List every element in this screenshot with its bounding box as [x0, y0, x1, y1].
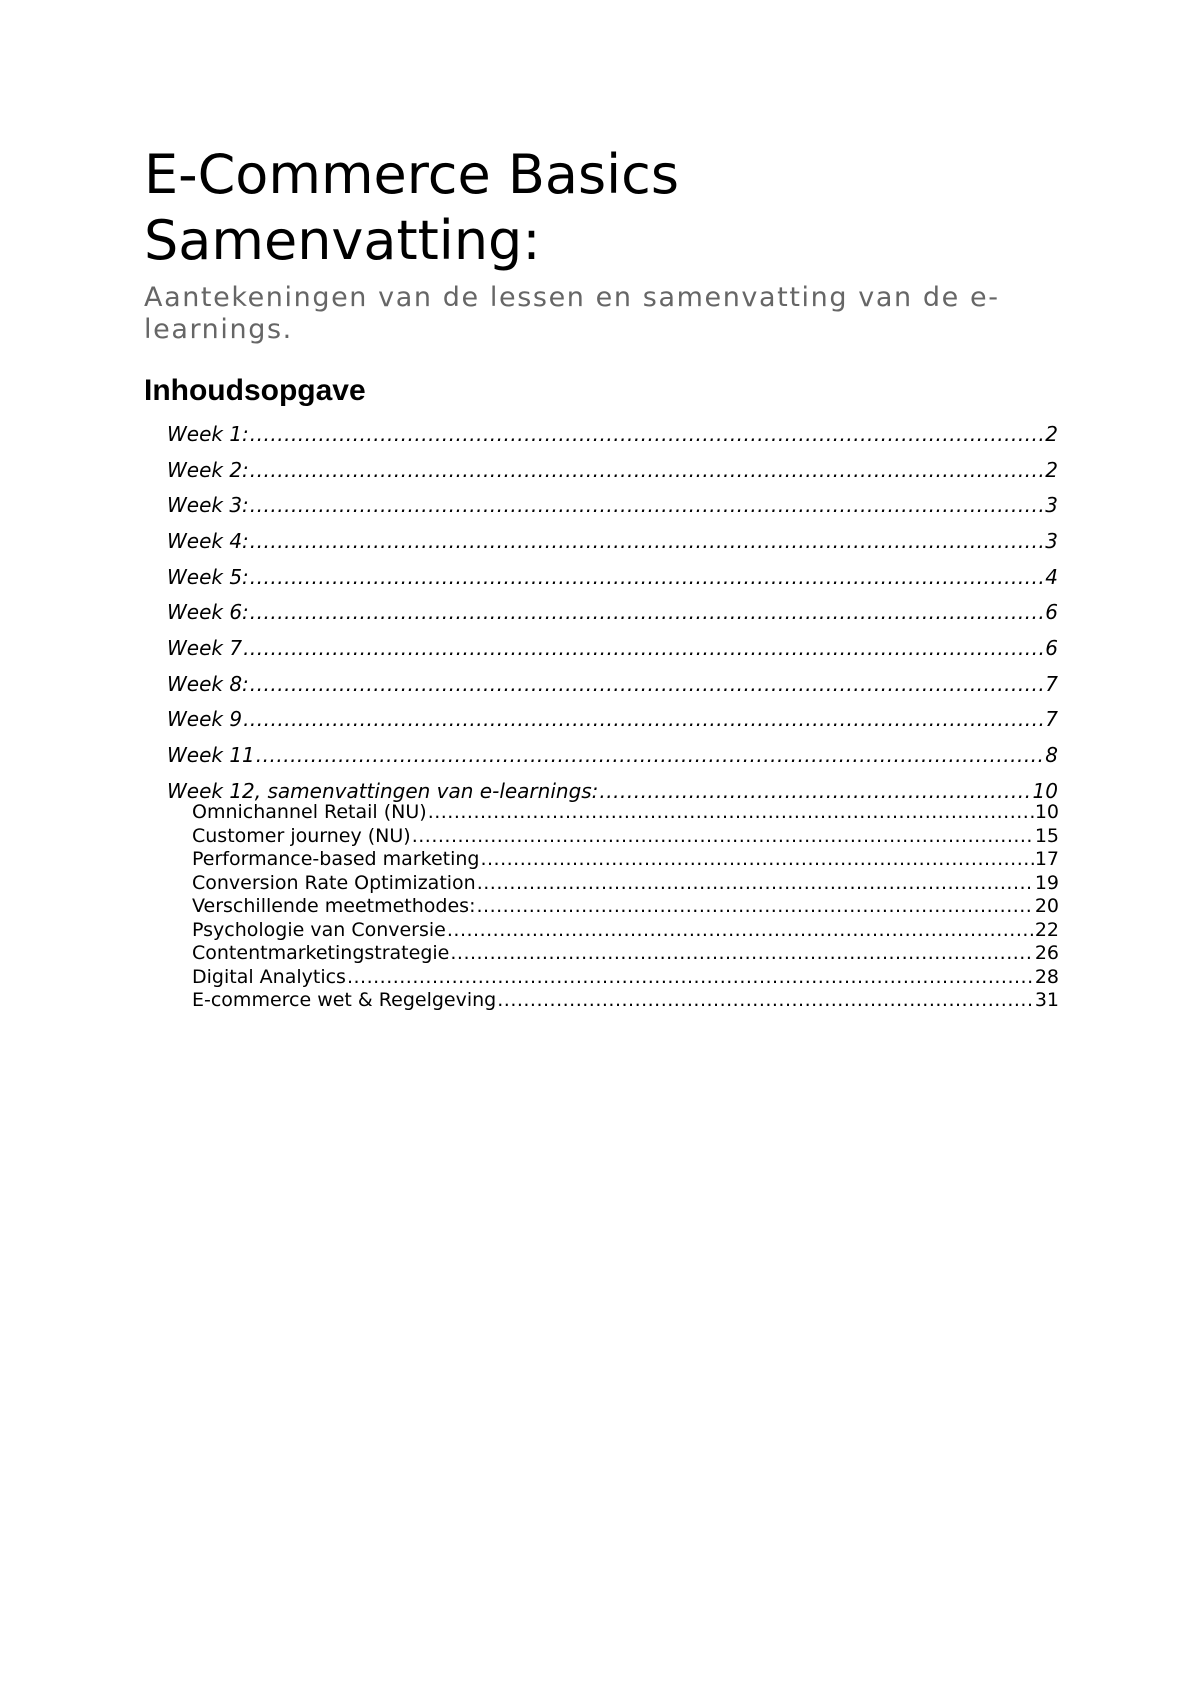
toc-entry[interactable] [192, 918, 1059, 942]
toc-entry[interactable] [192, 941, 1059, 965]
toc-dot-leader [497, 988, 1034, 1012]
toc-dot-leader [250, 420, 1044, 448]
toc-entry-label: Week 3: [167, 493, 249, 517]
toc-entry-page-number: 31 [1034, 989, 1059, 1011]
toc-entry[interactable] [192, 800, 1059, 824]
toc-entry-label: Week 5: [167, 565, 249, 589]
toc-entry[interactable] [192, 894, 1059, 918]
toc-entry[interactable] [167, 563, 1058, 591]
toc-entry[interactable] [167, 741, 1058, 769]
toc-dot-leader [250, 598, 1044, 626]
toc-dot-leader [250, 563, 1044, 591]
toc-entry[interactable] [167, 491, 1058, 519]
toc-dot-leader [243, 705, 1044, 733]
toc-entry-label: Customer journey (NU) [192, 824, 411, 847]
toc-entry-page-number: 6 [1045, 636, 1058, 660]
toc-entry-label: Contentmarketingstrategie [192, 942, 450, 964]
toc-entry-label: Week 8: [167, 672, 249, 696]
toc-dot-leader [477, 871, 1034, 895]
toc-dot-leader [447, 918, 1034, 942]
toc-entry-page-number: 20 [1034, 895, 1059, 917]
toc-dot-leader [450, 941, 1033, 965]
toc-dot-leader [347, 965, 1034, 989]
toc-entry[interactable] [167, 634, 1058, 662]
toc-entry-page-number: 4 [1045, 565, 1058, 589]
toc-entry-label: Week 4: [167, 529, 249, 553]
toc-entry-page-number: 6 [1045, 600, 1058, 624]
toc-entry-label: Week 1: [167, 422, 249, 446]
toc-entry[interactable] [192, 824, 1059, 848]
toc-dot-leader [476, 894, 1033, 918]
toc-entry[interactable] [167, 420, 1058, 448]
toc-entry[interactable] [192, 871, 1059, 895]
toc-dot-leader [480, 847, 1033, 871]
toc-entry-page-number: 7 [1045, 672, 1058, 696]
toc-dot-leader [243, 634, 1044, 662]
toc-entry-page-number: 22 [1034, 918, 1059, 941]
toc-entry-page-number: 8 [1045, 743, 1058, 767]
toc-entry-page-number: 10 [1032, 779, 1058, 803]
toc-entry-label: Week 11 [167, 743, 255, 767]
toc-dot-leader [256, 741, 1044, 769]
toc-entry[interactable] [192, 965, 1059, 989]
toc-entry-page-number: 3 [1045, 493, 1058, 517]
toc-entry-page-number: 2 [1045, 458, 1058, 482]
toc-dot-leader [250, 527, 1044, 555]
toc-heading: Inhoudsopgave [144, 374, 366, 407]
toc-entry[interactable] [167, 598, 1058, 626]
toc-entry-label: Week 6: [167, 600, 249, 624]
toc-entry-label: Verschillende meetmethodes: [192, 895, 476, 917]
toc-entry-label: Conversion Rate Optimization [192, 871, 476, 894]
toc-entry-label: Psychologie van Conversie [192, 918, 446, 941]
toc-entry-label: Digital Analytics [192, 965, 346, 988]
toc-entry-page-number: 3 [1045, 529, 1058, 553]
toc-entry[interactable] [167, 705, 1058, 733]
toc-entry-label: Week 12, samenvattingen van e-learnings: [167, 779, 599, 803]
toc-entry[interactable] [192, 847, 1059, 871]
toc-entry-page-number: 19 [1034, 871, 1059, 894]
toc-entry-label: Week 9 [167, 707, 243, 731]
toc-entry[interactable] [167, 456, 1058, 484]
document-subtitle: Aantekeningen van de lessen en samenvatting van de e-learnings. [144, 282, 1000, 345]
title-line-2: Samenvatting: [144, 209, 541, 272]
toc-entry-page-number: 28 [1034, 965, 1059, 988]
toc-entry[interactable] [192, 988, 1059, 1012]
toc-entry-label: Omnichannel Retail (NU) [192, 801, 427, 823]
toc-entry-label: E-commerce wet & Regelgeving [192, 989, 497, 1011]
toc-entry-page-number: 2 [1045, 422, 1058, 446]
toc-entry-page-number: 10 [1034, 801, 1059, 823]
toc-entry[interactable] [167, 670, 1058, 698]
toc-dot-leader [428, 800, 1034, 824]
toc-entry[interactable] [167, 527, 1058, 555]
toc-dot-leader [412, 824, 1034, 848]
toc-entry-page-number: 7 [1045, 707, 1058, 731]
toc-dot-leader [250, 670, 1044, 698]
toc-dot-leader [250, 456, 1044, 484]
title-line-1: E-Commerce Basics [144, 143, 679, 206]
toc-entry-label: Week 2: [167, 458, 249, 482]
toc-entry-page-number: 17 [1034, 848, 1059, 870]
toc-entry-label: Week 7 [167, 636, 243, 660]
toc-entry-page-number: 26 [1034, 942, 1059, 964]
toc-entry-page-number: 15 [1034, 824, 1059, 847]
toc-dot-leader [250, 491, 1044, 519]
toc-entry-label: Performance-based marketing [192, 848, 480, 870]
